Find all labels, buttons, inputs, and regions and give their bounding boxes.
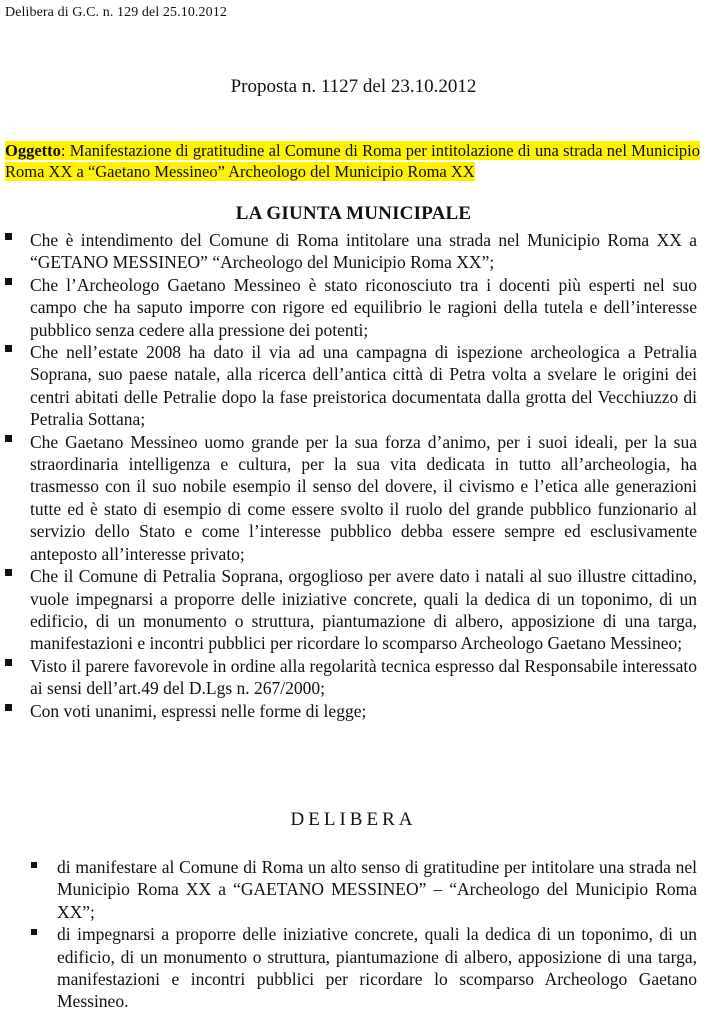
bullet-icon bbox=[31, 862, 37, 868]
deliberazione-text: di manifestare al Comune di Roma un alto senso di gratitudine per intitolare una strada nel Municipio Roma XX a “GAETANO MESSINEO” – “Archeologo del Municipio Roma XX”; bbox=[57, 857, 697, 922]
premessa-item bbox=[0, 341, 707, 431]
premessa-item bbox=[0, 431, 707, 565]
premessa-text: Che l’Archeologo Gaetano Messineo è stato riconosciuto tra i docenti più esperti nel suo campo che ha saputo imporre con rigore ed equilibrio le ragioni della tutela e dell’interesse pubblico senza cedere alla pressione dei potenti; bbox=[30, 274, 697, 340]
premessa-item bbox=[0, 565, 707, 655]
premessa-item bbox=[0, 274, 707, 341]
bullet-icon bbox=[5, 659, 12, 666]
premesse-list bbox=[0, 229, 707, 722]
bullet-icon bbox=[5, 345, 12, 352]
proposta-title: Proposta n. 1127 del 23.10.2012 bbox=[230, 76, 477, 97]
deliberazione-text: di impegnarsi a proporre delle iniziative concrete, quali la dedica di un toponimo, di un edificio, di un monumento o struttura, piantumazione di albero, apposizione di una targa, manifestazioni e incontri pubblici per ricordare lo scomparso Archeologo Gaetano Messineo. bbox=[57, 924, 697, 1012]
bullet-icon bbox=[5, 278, 12, 285]
delibera-reference: Delibera di G.C. n. 129 del 25.10.2012 bbox=[5, 5, 227, 20]
premessa-text: Che nell’estate 2008 ha dato il via ad una campagna di ispezione archeologica a Petralia Soprana, suo paese natale, alla ricerca dell’antica città di Petra volta a svelare le origini dei centri abitati delle Petralie dopo la fase preistorica documentata dalla grotta del Vecchiuzzo di Petralia Sottana; bbox=[30, 342, 697, 430]
deliberazione-item bbox=[0, 856, 707, 923]
bullet-icon bbox=[31, 929, 37, 935]
oggetto-paragraph bbox=[5, 140, 700, 182]
premessa-item bbox=[0, 700, 707, 722]
premessa-text: Visto il parere favorevole in ordine alla regolarità tecnica espresso dal Responsabile interessato ai sensi dell’art.49 del D.Lgs n. 267/2000; bbox=[30, 655, 697, 699]
premessa-text: Che è intendimento del Comune di Roma intitolare una strada nel Municipio Roma XX a “GETANO MESSINEO” “Archeologo del Municipio Roma XX”; bbox=[30, 230, 697, 273]
premessa-item bbox=[0, 655, 707, 700]
deliberazione-item bbox=[0, 923, 707, 1013]
delibera-heading: DELIBERA bbox=[290, 809, 417, 830]
bullet-icon bbox=[5, 435, 12, 442]
deliberazioni-list bbox=[0, 856, 707, 1013]
premessa-text: Che il Comune di Petralia Soprana, orgoglioso per avere dato i natali al suo illustre cittadino, vuole impegnarsi a proporre delle iniziative concrete, quali la dedica di un toponimo, di un edificio, di un monumento o struttura, piantumazione di albero, apposizione di una targa, manifestazioni e incontri pubblici per ricordare lo scomparso Archeologo Gaetano Messineo; bbox=[30, 566, 697, 654]
bullet-icon bbox=[5, 569, 12, 576]
oggetto-highlight bbox=[5, 141, 700, 181]
premessa-text: Che Gaetano Messineo uomo grande per la sua forza d’animo, per i suoi ideali, per la sua straordinaria intelligenza e cultura, per la sua vita dedicata in tutto all’archeologia, ha trasmesso con il suo nobile esempio il senso del dovere, il civismo e l’etica alle generazioni tutte ed è stato di esempio di come essere svolto il ruolo del grande pubblico funzionario al servizio dello Stato e come l’interesse pubblico debba essere sempre ed esclusivamente anteposto all’interesse privato; bbox=[30, 431, 697, 564]
giunta-heading: LA GIUNTA MUNICIPALE bbox=[235, 203, 472, 224]
oggetto-label: Oggetto bbox=[5, 141, 61, 160]
premessa-item bbox=[0, 229, 707, 274]
bullet-icon bbox=[5, 704, 12, 711]
oggetto-text: : Manifestazione di gratitudine al Comune di Roma per intitolazione di una strada nel Municipio Roma XX a “Gaetano Messineo” Archeologo del Municipio Roma XX bbox=[5, 141, 700, 181]
premessa-text: Con voti unanimi, espressi nelle forme di legge; bbox=[30, 700, 367, 721]
bullet-icon bbox=[5, 233, 12, 240]
